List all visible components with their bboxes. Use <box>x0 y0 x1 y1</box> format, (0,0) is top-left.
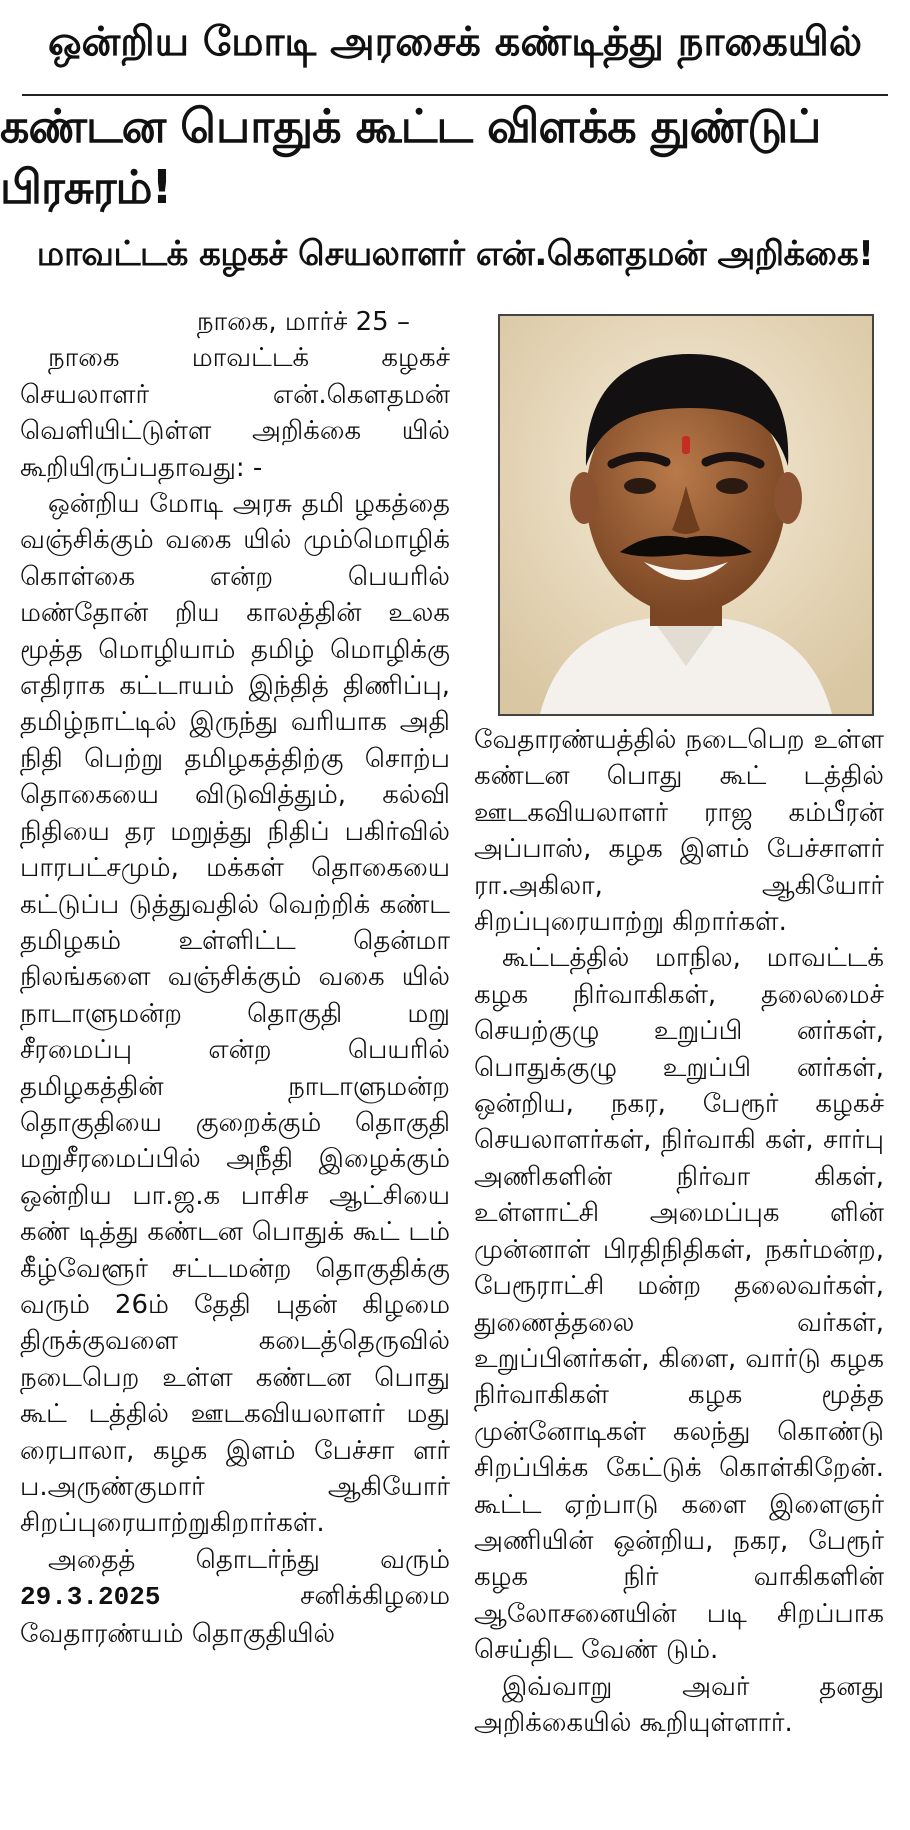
paragraph-text: சனிக்கிழமை வேதாரண்யம் தொகுதியில் <box>20 1581 450 1649</box>
sub-headline: மாவட்டக் கழகச் செயலாளர் என்.கௌதமன் அறிக்கை! <box>36 234 874 274</box>
article-paragraph: நாகை மாவட்டக் கழகச் செயலாளர் என்.கௌதமன் வெளியிட்டுள்ள அறிக்கை யில் கூறியிருப்பதாவது: - <box>20 343 450 483</box>
article-paragraph: ஒன்றிய மோடி அரசு தமி ழகத்தை வஞ்சிக்கும் வகை யில் மும்மொழிக் கொள்கை என்ற பெயரில் மண்தோன் றிய காலத்தின் உலக மூத்த மொழியாம் தமிழ் மொழிக்கு எதிராக கட்டாயம் இந்தித் திணிப்பு, தமிழ்நாட்டில் இருந்து வரியாக அதி நிதி பெற்று தமிழகத்திற்கு சொற்ப தொகையை விடுவித்தும், கல்வி நிதியை தர மறுத்து நிதிப் பகிர்வில் பாரபட்சமும், மக்கள் தொகையை கட்டுப்ப டுத்துவதில் வெற்றிக் கண்ட தமிழகம் உள்ளிட்ட தென்மா நிலங்களை வஞ்சிக்கும் வகை யில் நாடாளுமன்ற தொகுதி மறு சீரமைப்பு என்ற பெயரில் தமிழகத்தின் நாடாளுமன்ற தொகுதியை குறைக்கும் தொகுதி மறுசீரமைப்பில் அநீதி இழைக்கும் ஒன்றிய பா.ஜ.க பாசிச ஆட்சியை கண் டித்து கண்டன பொதுக் கூட் டம் கீழ்வேளூர் சட்டமன்ற தொகுதிக்கு வரும் 26ம் தேதி புதன் கிழமை திருக்குவளை கடைத்தெருவில் நடைபெற உள்ள கண்டன பொது கூட் டத்தில் ஊடகவியலாளர் மது ரைபாலா, கழக இளம் பேச்சா ளர் ப.அருண்குமார் ஆகியோர் சிறப்புரையாற்றுகிறார்கள். <box>20 489 450 1539</box>
article-paragraph: கூட்டத்தில் மாநில, மாவட்டக் கழக நிர்வாகிகள், தலைமைச் செயற்குழு உறுப்பி னர்கள், பொதுக்குழு உறுப்பி னர்கள், ஒன்றிய, நகர, பேரூர் கழகச் செயலாளர்கள், நிர்வாகி கள், சார்பு அணிகளின் நிர்வா கிகள், உள்ளாட்சி அமைப்புக ளின் முன்னாள் பிரதிநிதிகள், நகர்மன்ற, பேரூராட்சி மன்ற தலைவர்கள், துணைத்தலை வர்கள், உறுப்பினர்கள், கிளை, வார்டு கழக நிர்வாகிகள் கழக மூத்த முன்னோடிகள் கலந்து கொண்டு சிறப்பிக்க கேட்டுக் கொள்கிறேன். கூட்ட ஏற்பாடு களை இளைஞர் அணியின் ஒன்றிய, நகர, பேரூர் கழக நிர் வாகிகளின் ஆலோசனையின் படி சிறப்பாக செய்திட வேண் டும். <box>474 943 884 1666</box>
dateline: நாகை, மார்ச் 25 – <box>196 307 410 337</box>
portrait-photo <box>498 314 874 716</box>
event-date: 29.3.2025 <box>20 1582 161 1613</box>
kicker-headline: ஒன்றிய மோடி அரசைக் கண்டித்து நாகையில் <box>47 18 863 65</box>
article-paragraph: வேதாரண்யத்தில் நடைபெற உள்ள கண்டன பொது கூட் டத்தில் ஊடகவியலாளர் ராஜ கம்பீரன் அப்பாஸ், கழக இளம் பேச்சாளர் ரா.அகிலா, ஆகியோர் சிறப்புரையாற்று கிறார்கள். <box>474 725 884 938</box>
article-paragraph <box>20 1542 450 1652</box>
article-column-right <box>474 722 884 1822</box>
main-headline: கண்டன பொதுக் கூட்ட விளக்க துண்டுப் பிரசுரம்! <box>0 99 821 214</box>
article-column-left <box>20 304 450 1822</box>
paragraph-text: அதைத் தொடர்ந்து வரும் <box>48 1544 450 1575</box>
headline-divider <box>22 94 888 96</box>
article-paragraph: இவ்வாறு அவர் தனது அறிக்கையில் கூறியுள்ளார். <box>474 1671 884 1738</box>
